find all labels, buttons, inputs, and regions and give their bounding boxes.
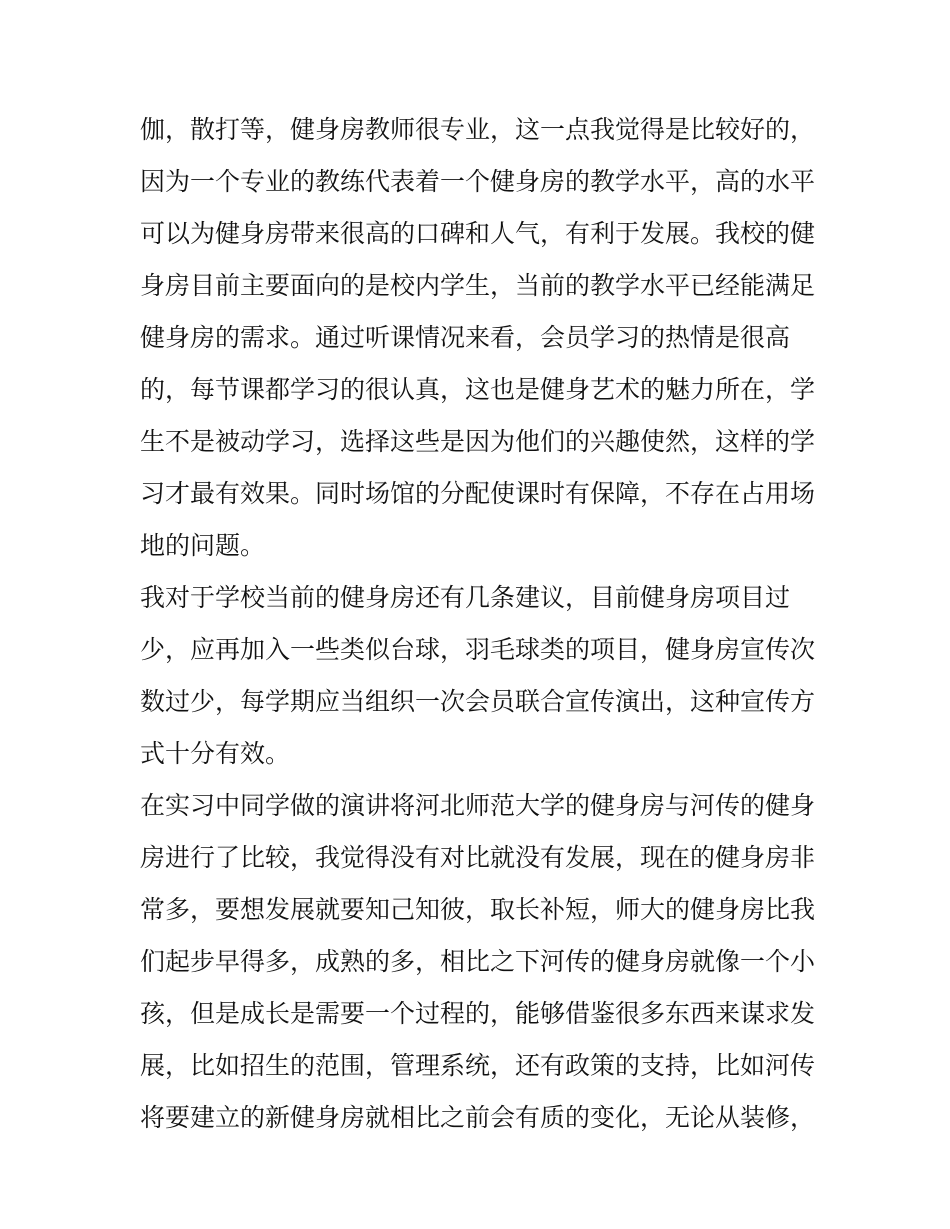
- text-line: 习才最有效果。同时场馆的分配使课时有保障，不存在占用场: [140, 479, 816, 508]
- text-line: 我对于学校当前的健身房还有几条建议，目前健身房项目过: [140, 583, 791, 612]
- text-line: 数过少，每学期应当组织一次会员联合宣传演出，这种宣传方: [140, 687, 816, 716]
- document-body: [140, 104, 820, 1144]
- text-line: 们起步早得多，成熟的多，相比之下河传的健身房就像一个小: [140, 947, 816, 976]
- text-line: 式十分有效。: [140, 739, 291, 768]
- text-line: 因为一个专业的教练代表着一个健身房的教学水平，高的水平: [140, 167, 816, 196]
- text-line: 可以为健身房带来很高的口碑和人气，有利于发展。我校的健: [140, 219, 816, 248]
- text-line: 身房目前主要面向的是校内学生，当前的教学水平已经能满足: [140, 271, 816, 300]
- text-line: 健身房的需求。通过听课情况来看，会员学习的热情是很高: [140, 323, 791, 352]
- text-line: 地的问题。: [140, 531, 266, 560]
- text-line: 展，比如招生的范围，管理系统，还有政策的支持，比如河传: [140, 1051, 816, 1080]
- text-line: 伽，散打等，健身房教师很专业，这一点我觉得是比较好的，: [140, 115, 816, 144]
- text-line: 生不是被动学习，选择这些是因为他们的兴趣使然，这样的学: [140, 427, 816, 456]
- text-line: 少，应再加入一些类似台球，羽毛球类的项目，健身房宣传次: [140, 635, 816, 664]
- text-line: 在实习中同学做的演讲将河北师范大学的健身房与河传的健身: [140, 791, 816, 820]
- text-line: 将要建立的新健身房就相比之前会有质的变化，无论从装修，: [140, 1103, 816, 1132]
- text-line: 房进行了比较，我觉得没有对比就没有发展，现在的健身房非: [140, 843, 816, 872]
- text-line: 的，每节课都学习的很认真，这也是健身艺术的魅力所在，学: [140, 375, 816, 404]
- text-line: 常多，要想发展就要知己知彼，取长补短，师大的健身房比我: [140, 895, 816, 924]
- text-line: 孩，但是成长是需要一个过程的，能够借鉴很多东西来谋求发: [140, 999, 816, 1028]
